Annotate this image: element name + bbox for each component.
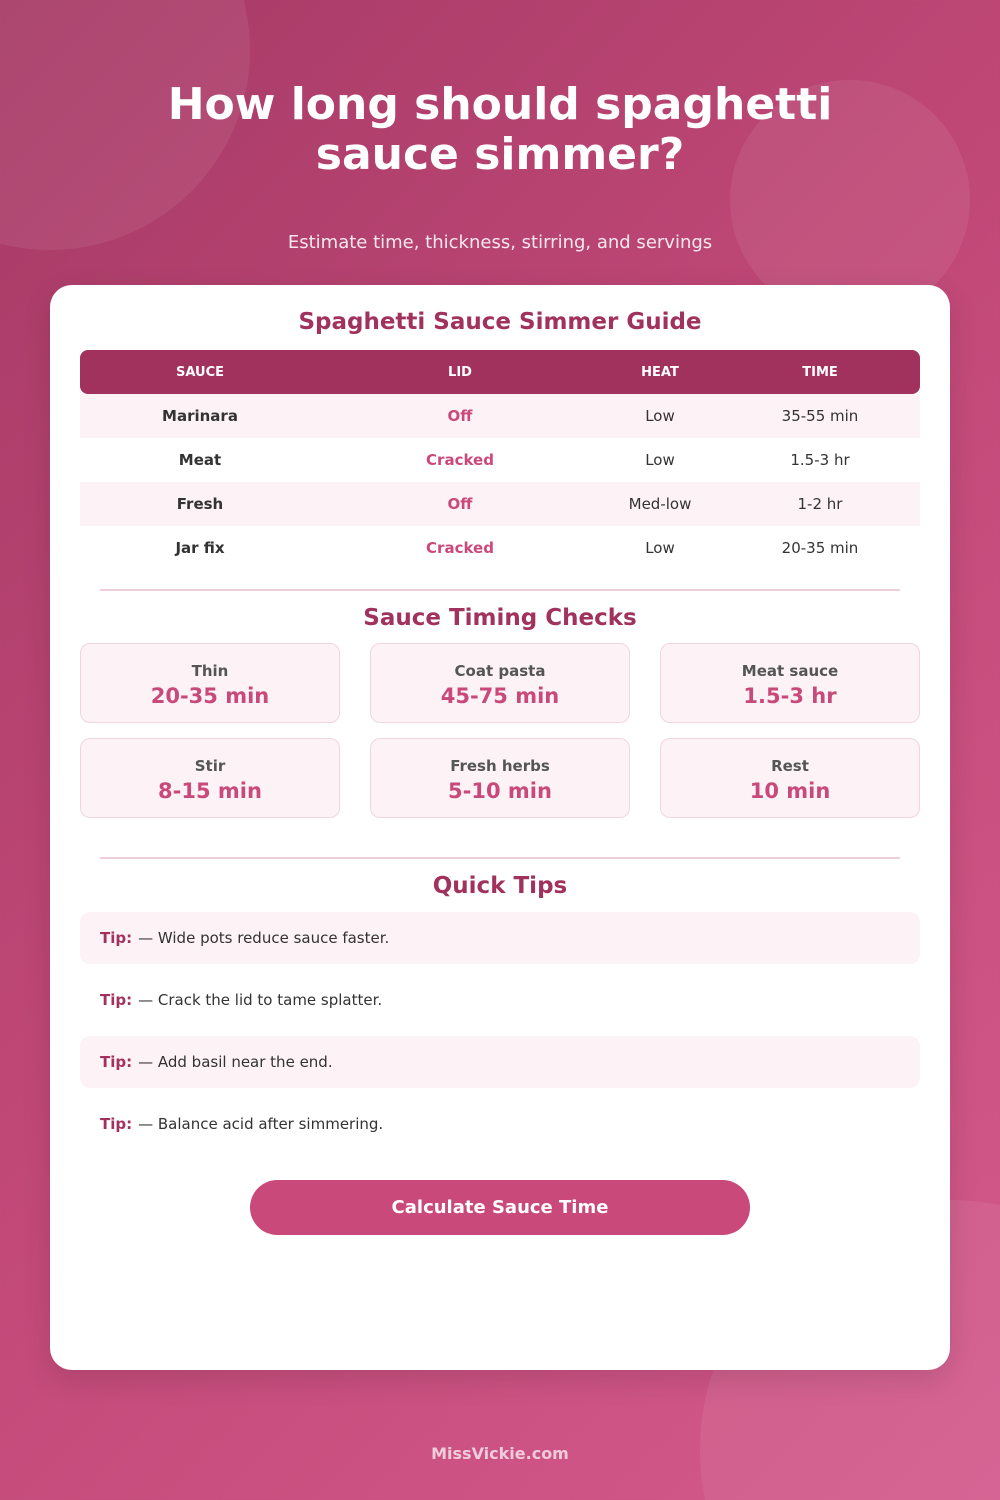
check-value: 20-35 min (150, 684, 270, 708)
main-card (50, 285, 950, 1370)
cell-time: 35-55 min (781, 407, 859, 425)
check-card-fresh-herbs (370, 738, 630, 818)
footer-brand[interactable]: MissVickie.com (431, 1444, 569, 1463)
check-label: Stir (194, 757, 226, 775)
cell-lid: Cracked (426, 451, 494, 469)
check-value: 5-10 min (448, 779, 552, 803)
tip-text: — Wide pots reduce sauce faster. (138, 929, 390, 947)
check-label: Fresh herbs (450, 757, 550, 775)
tips-list (80, 912, 920, 1160)
table-row (80, 482, 920, 526)
list-item (80, 1036, 920, 1088)
tip-text: — Crack the lid to tame splatter. (138, 991, 383, 1009)
check-card-thin (80, 643, 340, 723)
section-divider (100, 589, 900, 591)
cell-lid: Cracked (426, 539, 494, 557)
cell-sauce: Meat (178, 451, 222, 469)
cell-heat: Low (645, 451, 675, 469)
check-label: Thin (191, 662, 229, 680)
guide-title: Spaghetti Sauce Simmer Guide (298, 309, 702, 335)
check-card-stir (80, 738, 340, 818)
checks-title: Sauce Timing Checks (363, 605, 637, 631)
check-card-meat-sauce (660, 643, 920, 723)
cell-sauce: Fresh (176, 495, 224, 513)
cell-lid: Off (447, 495, 473, 513)
cell-heat: Low (645, 539, 675, 557)
table-row (80, 438, 920, 482)
cell-heat: Low (645, 407, 675, 425)
cell-time: 20-35 min (781, 539, 859, 557)
tip-label: Tip: (100, 1053, 133, 1071)
table-row (80, 526, 920, 570)
check-label: Meat sauce (741, 662, 839, 680)
tip-label: Tip: (100, 1115, 133, 1133)
column-header-lid: LID (448, 364, 472, 380)
check-label: Coat pasta (454, 662, 546, 680)
table-row (80, 394, 920, 438)
list-item (80, 912, 920, 964)
check-card-rest (660, 738, 920, 818)
section-divider (100, 857, 900, 859)
cell-time: 1.5-3 hr (790, 451, 850, 469)
cell-heat: Med-low (628, 495, 692, 513)
column-header-sauce: SAUCE (175, 364, 224, 380)
check-value: 45-75 min (440, 684, 560, 708)
tip-label: Tip: (100, 991, 133, 1009)
check-value: 10 min (749, 779, 831, 803)
tip-text: — Add basil near the end. (138, 1053, 333, 1071)
tip-text: — Balance acid after simmering. (138, 1115, 384, 1133)
cell-lid: Off (447, 407, 473, 425)
list-item (80, 974, 920, 1026)
list-item (80, 1098, 920, 1150)
tips-title: Quick Tips (432, 873, 568, 899)
column-header-time: TIME (802, 364, 838, 380)
table-header (80, 350, 920, 394)
check-label: Rest (771, 757, 809, 775)
calculate-sauce-time-button[interactable]: Calculate Sauce Time (250, 1180, 750, 1235)
check-value: 1.5-3 hr (743, 684, 837, 708)
page-subtitle: Estimate time, thickness, stirring, and servings (287, 232, 713, 253)
cell-sauce: Marinara (162, 407, 238, 425)
cell-time: 1-2 hr (797, 495, 843, 513)
check-card-coat-pasta (370, 643, 630, 723)
column-header-heat: HEAT (641, 364, 679, 380)
check-value: 8-15 min (158, 779, 262, 803)
simmer-guide-table (80, 350, 920, 570)
page-title: How long should spaghetti sauce simmer? (167, 79, 833, 180)
tip-label: Tip: (100, 929, 133, 947)
cell-sauce: Jar fix (175, 539, 225, 557)
